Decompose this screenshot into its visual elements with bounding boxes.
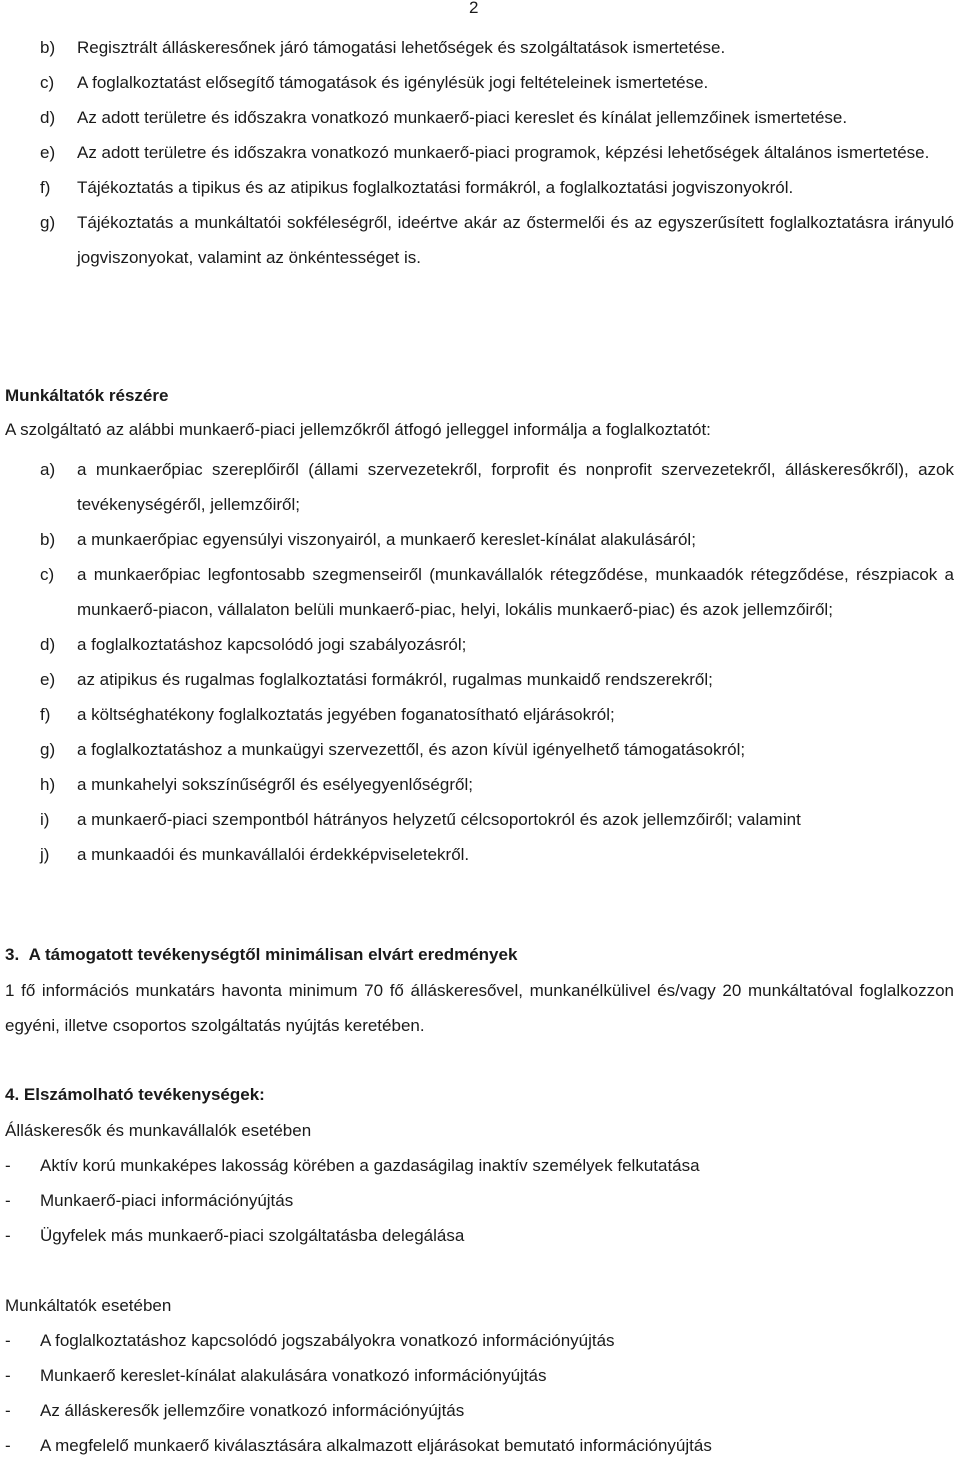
- dash-bullet: -: [5, 1191, 11, 1210]
- list-item-text: a munkaerő-piaci szempontból hátrányos helyzetű célcsoportokról és azok jellemzőiről; valamint: [77, 810, 801, 829]
- list-item: [40, 627, 954, 662]
- list-item-label: g): [40, 213, 56, 232]
- employers-activity-title: Munkáltatók esetében: [5, 1296, 172, 1315]
- list-item-text: a költséghatékony foglalkoztatás jegyében foganatosítható eljárásokról;: [77, 705, 615, 724]
- list-item: [40, 65, 954, 100]
- list-item: [40, 732, 954, 767]
- service-list: [40, 30, 954, 275]
- list-item-text: Tájékoztatás a munkáltatói sokféleségről, ideértve akár az őstermelői és az egyszerűsített foglalkoztatásra irányuló jogviszonyokat, valamint az önkéntességet is.: [77, 213, 954, 267]
- list-item-text: A foglalkoztatáshoz kapcsolódó jogszabályokra vonatkozó információnyújtás: [40, 1331, 615, 1350]
- dash-bullet: -: [5, 1156, 11, 1175]
- list-item-label: b): [40, 530, 56, 549]
- employers-intro: A szolgáltató az alábbi munkaerő-piaci jellemzőkről átfogó jelleggel informálja a foglalkoztatót:: [5, 420, 711, 439]
- list-item-text: a munkahelyi sokszínűségről és esélyegyenlőségről;: [77, 775, 473, 794]
- list-item: [5, 1323, 954, 1358]
- list-item: [40, 837, 954, 872]
- list-item-label: f): [40, 178, 51, 197]
- list-item-label: b): [40, 38, 56, 57]
- list-item-text: a munkaerőpiac egyensúlyi viszonyairól, a munkaerő kereslet-kínálat alakulásáról;: [77, 530, 696, 549]
- list-item: [5, 1148, 954, 1183]
- list-item-text: Aktív korú munkaképes lakosság körében a gazdaságilag inaktív személyek felkutatása: [40, 1156, 700, 1175]
- list-item-text: Ügyfelek más munkaerő-piaci szolgáltatásba delegálása: [40, 1226, 465, 1245]
- section3-number: 3.: [5, 945, 20, 964]
- list-item-text: az atipikus és rugalmas foglalkoztatási formákról, rugalmas munkaidő rendszerekről;: [77, 670, 713, 689]
- list-item-label: i): [40, 810, 50, 829]
- jobseekers-title: Álláskeresők és munkavállalók esetében: [5, 1121, 312, 1140]
- list-item: [5, 1358, 954, 1393]
- list-item-label: d): [40, 108, 56, 127]
- list-item-text: a munkaadói és munkavállalói érdekképviseletekről.: [77, 845, 470, 864]
- dash-bullet: -: [5, 1366, 11, 1385]
- employer-topics-list: [40, 452, 954, 872]
- list-item-label: e): [40, 143, 56, 162]
- list-item: [40, 170, 954, 205]
- list-item: [5, 1218, 954, 1253]
- list-item-label: j): [40, 845, 50, 864]
- list-item-label: a): [40, 460, 56, 479]
- list-item-text: Munkaerő kereslet-kínálat alakulására vonatkozó információnyújtás: [40, 1366, 547, 1385]
- list-item: [40, 522, 954, 557]
- list-item-label: f): [40, 705, 51, 724]
- dash-bullet: -: [5, 1331, 11, 1350]
- list-item-text: Munkaerő-piaci információnyújtás: [40, 1191, 294, 1210]
- dash-bullet: -: [5, 1401, 11, 1420]
- list-item-text: Az adott területre és időszakra vonatkozó munkaerő-piaci programok, képzési lehetőségek általános ismertetése.: [77, 143, 930, 162]
- list-item: [40, 452, 954, 522]
- list-item: [40, 205, 954, 275]
- dash-bullet: -: [5, 1226, 11, 1245]
- list-item: [40, 100, 954, 135]
- list-item-label: e): [40, 670, 56, 689]
- list-item-text: a munkaerőpiac szereplőiről (állami szervezetekről, forprofit és nonprofit szervezetekről, álláskeresőkről), azok tevékenységéről, jellemzőiről;: [77, 460, 954, 514]
- list-item: [40, 135, 954, 170]
- list-item-label: c): [40, 565, 55, 584]
- section3-text: 1 fő információs munkatárs havonta minimum 70 fő álláskeresővel, munkanélkülivel és/vagy 20 munkáltatóval foglalkozzon egyéni, illetve csoportos szolgáltatás nyújtás keretében.: [5, 981, 954, 1035]
- list-item-text: a foglalkoztatáshoz kapcsolódó jogi szabályozásról;: [77, 635, 467, 654]
- dash-bullet: -: [5, 1436, 11, 1455]
- list-item: [40, 662, 954, 697]
- list-item: [5, 1428, 954, 1463]
- list-item-text: a foglalkoztatáshoz a munkaügyi szervezettől, és azon kívül igényelhető támogatásokról;: [77, 740, 746, 759]
- list-item-label: d): [40, 635, 56, 654]
- section3-heading: [5, 937, 954, 972]
- list-item: [5, 1183, 954, 1218]
- employers-heading: Munkáltatók részére: [5, 386, 169, 405]
- list-item-label: h): [40, 775, 56, 794]
- list-item: [40, 557, 954, 627]
- list-item: [40, 767, 954, 802]
- list-item-text: Az álláskeresők jellemzőire vonatkozó információnyújtás: [40, 1401, 465, 1420]
- section4-heading: 4. Elszámolható tevékenységek:: [5, 1085, 265, 1104]
- list-item-text: Az adott területre és időszakra vonatkozó munkaerő-piaci kereslet és kínálat jellemzőinek ismertetése.: [77, 108, 848, 127]
- jobseekers-activity-list: [5, 1148, 954, 1253]
- list-item-text: Regisztrált álláskeresőnek járó támogatási lehetőségek és szolgáltatások ismertetése.: [77, 38, 726, 57]
- list-item-label: g): [40, 740, 56, 759]
- employers-activity-list: [5, 1323, 954, 1463]
- page-number: 2: [469, 0, 479, 17]
- list-item-text: A foglalkoztatást elősegítő támogatások és igénylésük jogi feltételeinek ismertetése.: [77, 73, 709, 92]
- list-item-label: c): [40, 73, 55, 92]
- list-item: [5, 1393, 954, 1428]
- list-item: [40, 30, 954, 65]
- list-item: [40, 697, 954, 732]
- list-item-text: a munkaerőpiac legfontosabb szegmenseiről (munkavállalók rétegződése, munkaadók rétegződése, részpiacok a munkaerő-piacon, vállalaton belüli munkaerő-piac, helyi, lokális munkaerő-piac) és azok jellemzőiről;: [77, 565, 954, 619]
- list-item-text: A megfelelő munkaerő kiválasztására alkalmazott eljárásokat bemutató információnyújtás: [40, 1436, 712, 1455]
- list-item: [40, 802, 954, 837]
- list-item-text: Tájékoztatás a tipikus és az atipikus foglalkoztatási formákról, a foglalkoztatási jogviszonyokról.: [77, 178, 794, 197]
- section3-title: A támogatott tevékenységtől minimálisan elvárt eredmények: [28, 945, 518, 964]
